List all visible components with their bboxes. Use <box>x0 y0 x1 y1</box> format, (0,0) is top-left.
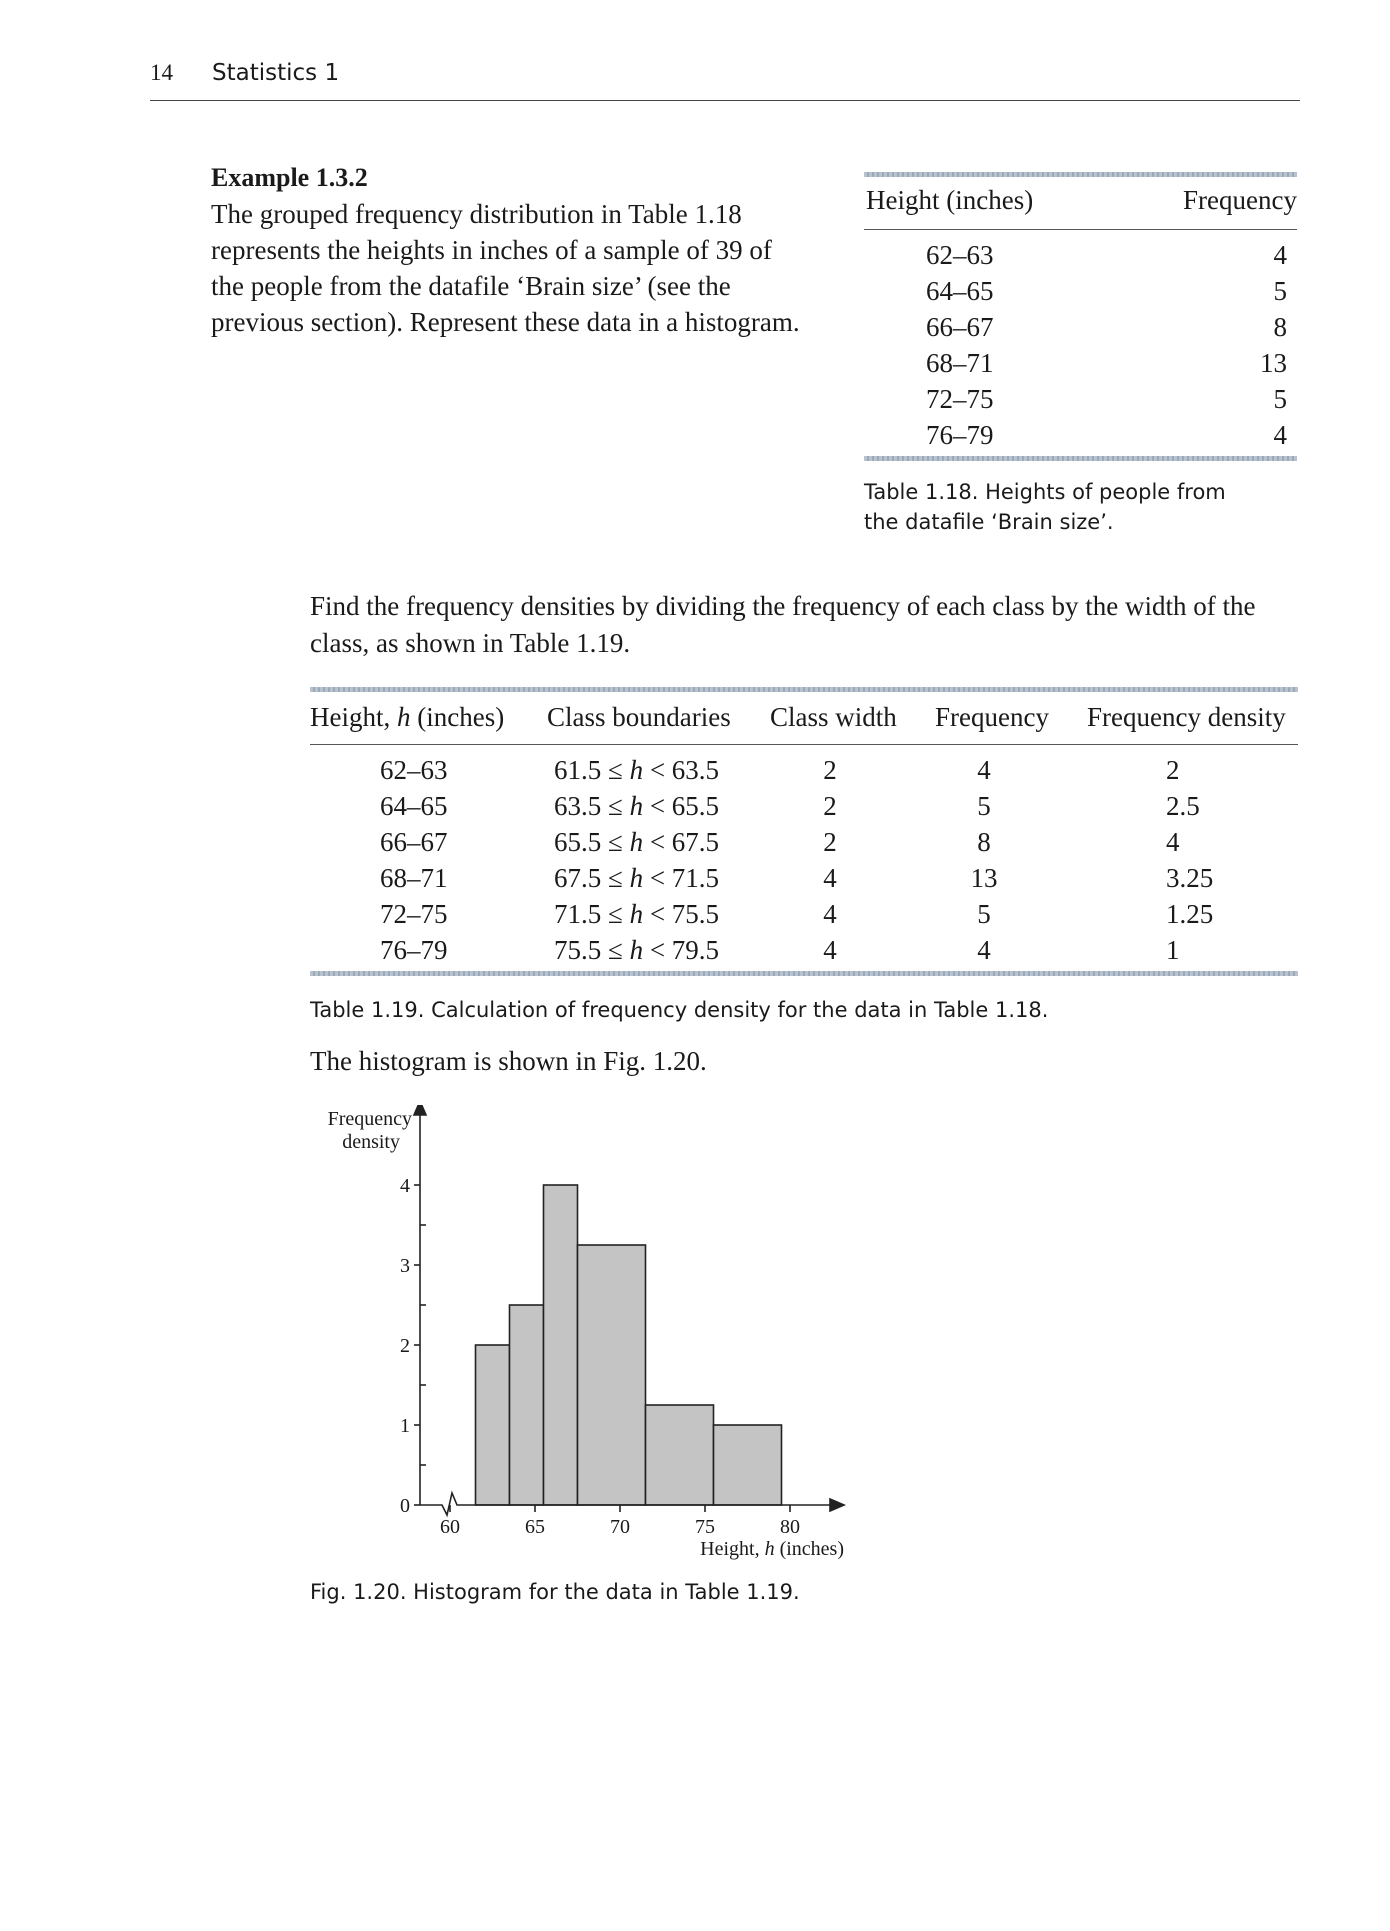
cell-height: 64–65 <box>380 791 448 821</box>
cell-density: 2 <box>1166 755 1180 785</box>
y-tick-label: 3 <box>400 1255 410 1277</box>
cell-height: 64–65 <box>926 276 994 306</box>
table-body <box>310 745 1298 971</box>
cell-frequency: 13 <box>970 863 998 893</box>
cell-boundaries: 67.5 ≤ h < 71.5 <box>554 863 720 893</box>
histogram-bar <box>578 1245 646 1505</box>
cell-frequency: 13 <box>1260 348 1287 378</box>
x-axis-arrow <box>830 1499 844 1511</box>
cell-density: 1.25 <box>1166 899 1214 929</box>
cell-boundaries: 63.5 ≤ h < 65.5 <box>554 791 720 821</box>
cell-width: 4 <box>823 899 837 929</box>
histogram-bar <box>476 1345 510 1505</box>
table-row <box>310 749 1298 785</box>
cell-height: 68–71 <box>380 863 448 893</box>
header-frequency: Frequency <box>1183 185 1297 215</box>
cell-boundaries: 71.5 ≤ h < 75.5 <box>554 899 720 929</box>
cell-height: 76–79 <box>926 420 994 450</box>
cell-density: 1 <box>1166 935 1180 965</box>
cell-frequency: 4 <box>1273 420 1287 450</box>
running-head: Statistics 1 <box>212 60 340 86</box>
table-bottom-rule <box>864 456 1297 461</box>
cell-density: 2.5 <box>1166 791 1200 821</box>
histogram-reference: The histogram is shown in Fig. 1.20. <box>310 1046 707 1076</box>
header-frequency: Frequency <box>935 702 1049 732</box>
cell-frequency: 5 <box>1273 276 1287 306</box>
cell-boundaries: 75.5 ≤ h < 79.5 <box>554 935 720 965</box>
table-caption: Table 1.18. Heights of people from the datafile ‘Brain size’. <box>864 480 1226 534</box>
table-row <box>864 234 1297 270</box>
example-title: Example 1.3.2 <box>211 163 368 192</box>
table-bottom-rule <box>310 971 1298 976</box>
table-header <box>864 177 1297 230</box>
y-tick-label: 2 <box>400 1335 410 1357</box>
cell-boundaries: 61.5 ≤ h < 63.5 <box>554 755 720 785</box>
table-row <box>310 857 1298 893</box>
cell-frequency: 4 <box>1273 240 1287 270</box>
y-axis-label: Frequency <box>327 1108 412 1130</box>
cell-height: 66–67 <box>926 312 994 342</box>
table-header <box>310 692 1298 745</box>
histogram-bar <box>510 1305 544 1505</box>
table-1-19 <box>310 687 1298 976</box>
x-tick-label: 75 <box>695 1516 715 1538</box>
header-height: Height (inches) <box>866 185 1034 215</box>
table-row <box>864 414 1297 450</box>
y-tick-label: 1 <box>400 1415 410 1437</box>
cell-width: 2 <box>823 827 837 857</box>
table-body <box>864 230 1297 456</box>
y-tick-label: 4 <box>400 1175 410 1197</box>
table-row <box>864 342 1297 378</box>
cell-frequency: 8 <box>1273 312 1287 342</box>
x-tick-label: 60 <box>440 1516 460 1538</box>
example-body: The grouped frequency distribution in Table 1.18 represents the heights in inches of a sample of 39 of the people from the datafile ‘Brain size’ (see the previous section). Represent these data in a histogram. <box>211 199 800 337</box>
table-row <box>310 821 1298 857</box>
cell-width: 2 <box>823 791 837 821</box>
x-axis-label: Height, h (inches) <box>700 1538 844 1560</box>
cell-frequency: 5 <box>977 899 991 929</box>
example-block <box>211 160 811 340</box>
table-row <box>864 270 1297 306</box>
figure-caption: Fig. 1.20. Histogram for the data in Table 1.19. <box>310 1580 800 1604</box>
table-row <box>864 306 1297 342</box>
table-1-18 <box>864 172 1297 537</box>
histogram-bar <box>544 1185 578 1505</box>
histogram-bar <box>646 1405 714 1505</box>
header-height: Height, h (inches) <box>310 702 505 732</box>
x-tick-label: 65 <box>525 1516 545 1538</box>
x-tick-label: 70 <box>610 1516 630 1538</box>
cell-density: 3.25 <box>1166 863 1214 893</box>
cell-boundaries: 65.5 ≤ h < 67.5 <box>554 827 720 857</box>
cell-frequency: 4 <box>977 935 991 965</box>
y-tick-label: 0 <box>400 1495 410 1517</box>
cell-height: 76–79 <box>380 935 448 965</box>
header-class-boundaries: Class boundaries <box>547 702 731 732</box>
cell-frequency: 8 <box>977 827 991 857</box>
header-class-width: Class width <box>770 702 897 732</box>
histogram-chart <box>300 1105 860 1565</box>
cell-frequency: 5 <box>977 791 991 821</box>
cell-height: 62–63 <box>380 755 448 785</box>
cell-frequency: 5 <box>1273 384 1287 414</box>
header-frequency-density: Frequency density <box>1087 702 1286 732</box>
cell-height: 68–71 <box>926 348 994 378</box>
x-tick-label: 80 <box>780 1516 800 1538</box>
y-axis-arrow <box>414 1105 426 1115</box>
cell-height: 66–67 <box>380 827 448 857</box>
instruction-text: Find the frequency densities by dividing the frequency of each class by the width of the class, as shown in Table 1.19. <box>310 591 1256 658</box>
cell-width: 4 <box>823 935 837 965</box>
table-caption: Table 1.19. Calculation of frequency density for the data in Table 1.18. <box>310 998 1049 1022</box>
cell-height: 72–75 <box>926 384 994 414</box>
cell-height: 72–75 <box>380 899 448 929</box>
y-axis-label: density <box>342 1131 400 1153</box>
table-row <box>864 378 1297 414</box>
table-row <box>310 893 1298 929</box>
cell-width: 2 <box>823 755 837 785</box>
page-header <box>150 54 1300 101</box>
page-number: 14 <box>150 60 173 85</box>
cell-width: 4 <box>823 863 837 893</box>
cell-height: 62–63 <box>926 240 994 270</box>
cell-frequency: 4 <box>977 755 991 785</box>
table-row <box>310 785 1298 821</box>
table-row <box>310 929 1298 965</box>
histogram-bar <box>714 1425 782 1505</box>
cell-density: 4 <box>1166 827 1180 857</box>
